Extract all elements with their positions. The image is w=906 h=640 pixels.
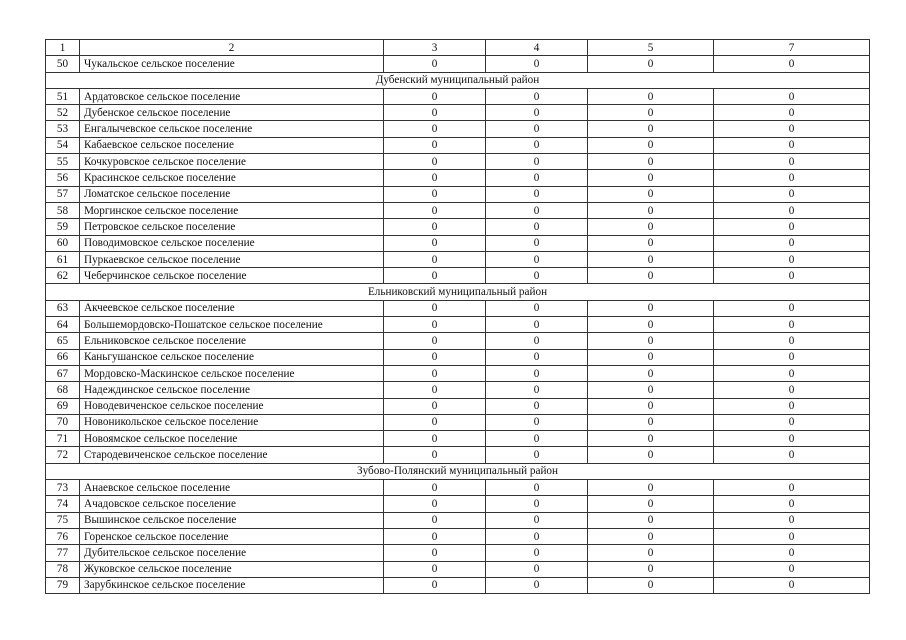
table-row xyxy=(46,219,870,235)
value-cell: 0 xyxy=(486,333,588,349)
value-cell: 0 xyxy=(384,512,486,528)
table-row xyxy=(46,496,870,512)
value-cell: 0 xyxy=(588,545,714,561)
value-cell: 0 xyxy=(714,121,870,137)
value-cell: 0 xyxy=(714,317,870,333)
value-cell: 0 xyxy=(384,480,486,496)
value-cell: 0 xyxy=(486,561,588,577)
settlement-name: Акчеевское сельское поселение xyxy=(80,300,384,316)
district-name: Зубово-Полянский муниципальный район xyxy=(46,463,870,479)
value-cell: 0 xyxy=(588,154,714,170)
value-cell: 0 xyxy=(588,121,714,137)
value-cell: 0 xyxy=(384,561,486,577)
settlement-name: Мордовско-Маскинское сельское поселение xyxy=(80,365,384,381)
row-number: 56 xyxy=(46,170,80,186)
value-cell: 0 xyxy=(384,414,486,430)
value-cell: 0 xyxy=(486,300,588,316)
settlement-name: Новодевиченское сельское поселение xyxy=(80,398,384,414)
value-cell: 0 xyxy=(588,447,714,463)
value-cell: 0 xyxy=(384,431,486,447)
value-cell: 0 xyxy=(588,480,714,496)
value-cell: 0 xyxy=(384,137,486,153)
value-cell: 0 xyxy=(588,202,714,218)
settlement-name: Новоямское сельское поселение xyxy=(80,431,384,447)
district-header-row xyxy=(46,284,870,300)
district-name: Ельниковский муниципальный район xyxy=(46,284,870,300)
row-number: 65 xyxy=(46,333,80,349)
row-number: 61 xyxy=(46,251,80,267)
settlement-name: Анаевское сельское поселение xyxy=(80,480,384,496)
value-cell: 0 xyxy=(714,512,870,528)
value-cell: 0 xyxy=(486,528,588,544)
column-number: 7 xyxy=(714,40,870,56)
settlement-name: Поводимовское сельское поселение xyxy=(80,235,384,251)
table-row xyxy=(46,300,870,316)
column-number-row xyxy=(46,40,870,56)
settlement-name: Вышинское сельское поселение xyxy=(80,512,384,528)
settlement-name: Кочкуровское сельское поселение xyxy=(80,154,384,170)
value-cell: 0 xyxy=(714,105,870,121)
value-cell: 0 xyxy=(714,398,870,414)
value-cell: 0 xyxy=(588,186,714,202)
table-row xyxy=(46,431,870,447)
settlement-name: Чеберчинское сельское поселение xyxy=(80,268,384,284)
value-cell: 0 xyxy=(714,577,870,593)
row-number: 55 xyxy=(46,154,80,170)
value-cell: 0 xyxy=(486,545,588,561)
value-cell: 0 xyxy=(384,88,486,104)
table-row xyxy=(46,137,870,153)
table-row xyxy=(46,349,870,365)
row-number: 78 xyxy=(46,561,80,577)
value-cell: 0 xyxy=(714,251,870,267)
value-cell: 0 xyxy=(384,202,486,218)
row-number: 69 xyxy=(46,398,80,414)
value-cell: 0 xyxy=(384,219,486,235)
value-cell: 0 xyxy=(714,447,870,463)
value-cell: 0 xyxy=(486,186,588,202)
value-cell: 0 xyxy=(384,447,486,463)
value-cell: 0 xyxy=(486,235,588,251)
row-number: 70 xyxy=(46,414,80,430)
value-cell: 0 xyxy=(486,317,588,333)
settlement-name: Пуркаевское сельское поселение xyxy=(80,251,384,267)
value-cell: 0 xyxy=(384,349,486,365)
settlement-name: Дубенское сельское поселение xyxy=(80,105,384,121)
table-row xyxy=(46,333,870,349)
column-number: 4 xyxy=(486,40,588,56)
document-page xyxy=(45,39,869,594)
table-row xyxy=(46,512,870,528)
value-cell: 0 xyxy=(714,496,870,512)
table-row xyxy=(46,528,870,544)
table-row xyxy=(46,88,870,104)
value-cell: 0 xyxy=(384,382,486,398)
value-cell: 0 xyxy=(588,268,714,284)
row-number: 52 xyxy=(46,105,80,121)
value-cell: 0 xyxy=(384,317,486,333)
table-row xyxy=(46,186,870,202)
value-cell: 0 xyxy=(588,528,714,544)
table-row xyxy=(46,105,870,121)
value-cell: 0 xyxy=(714,202,870,218)
column-number: 2 xyxy=(80,40,384,56)
district-name: Дубенский муниципальный район xyxy=(46,72,870,88)
value-cell: 0 xyxy=(588,88,714,104)
table-row xyxy=(46,545,870,561)
settlement-name: Каньгушанское сельское поселение xyxy=(80,349,384,365)
row-number: 77 xyxy=(46,545,80,561)
table-row xyxy=(46,170,870,186)
value-cell: 0 xyxy=(588,137,714,153)
value-cell: 0 xyxy=(384,235,486,251)
row-number: 68 xyxy=(46,382,80,398)
settlement-name: Дубительское сельское поселение xyxy=(80,545,384,561)
value-cell: 0 xyxy=(486,512,588,528)
row-number: 51 xyxy=(46,88,80,104)
table-row xyxy=(46,121,870,137)
settlements-table xyxy=(45,39,870,594)
value-cell: 0 xyxy=(588,561,714,577)
table-row xyxy=(46,154,870,170)
value-cell: 0 xyxy=(384,545,486,561)
value-cell: 0 xyxy=(714,154,870,170)
value-cell: 0 xyxy=(588,317,714,333)
value-cell: 0 xyxy=(384,577,486,593)
value-cell: 0 xyxy=(588,333,714,349)
value-cell: 0 xyxy=(384,56,486,72)
value-cell: 0 xyxy=(714,88,870,104)
value-cell: 0 xyxy=(588,105,714,121)
column-number: 3 xyxy=(384,40,486,56)
settlement-name: Кабаевское сельское поселение xyxy=(80,137,384,153)
value-cell: 0 xyxy=(486,365,588,381)
settlement-name: Ачадовское сельское поселение xyxy=(80,496,384,512)
row-number: 66 xyxy=(46,349,80,365)
value-cell: 0 xyxy=(384,105,486,121)
district-header-row xyxy=(46,463,870,479)
table-row xyxy=(46,317,870,333)
value-cell: 0 xyxy=(588,431,714,447)
table-row xyxy=(46,56,870,72)
value-cell: 0 xyxy=(714,219,870,235)
table-row xyxy=(46,365,870,381)
value-cell: 0 xyxy=(588,56,714,72)
table-row xyxy=(46,235,870,251)
value-cell: 0 xyxy=(588,251,714,267)
value-cell: 0 xyxy=(384,121,486,137)
value-cell: 0 xyxy=(588,512,714,528)
column-number: 5 xyxy=(588,40,714,56)
value-cell: 0 xyxy=(486,349,588,365)
value-cell: 0 xyxy=(486,398,588,414)
table-row xyxy=(46,251,870,267)
value-cell: 0 xyxy=(486,88,588,104)
table-row xyxy=(46,561,870,577)
row-number: 59 xyxy=(46,219,80,235)
value-cell: 0 xyxy=(486,414,588,430)
value-cell: 0 xyxy=(588,414,714,430)
value-cell: 0 xyxy=(486,496,588,512)
value-cell: 0 xyxy=(714,382,870,398)
value-cell: 0 xyxy=(588,577,714,593)
row-number: 71 xyxy=(46,431,80,447)
value-cell: 0 xyxy=(714,300,870,316)
settlement-name: Красинское сельское поселение xyxy=(80,170,384,186)
value-cell: 0 xyxy=(384,398,486,414)
value-cell: 0 xyxy=(714,480,870,496)
value-cell: 0 xyxy=(714,431,870,447)
row-number: 64 xyxy=(46,317,80,333)
value-cell: 0 xyxy=(486,154,588,170)
row-number: 67 xyxy=(46,365,80,381)
value-cell: 0 xyxy=(384,170,486,186)
value-cell: 0 xyxy=(384,333,486,349)
settlement-name: Петровское сельское поселение xyxy=(80,219,384,235)
settlement-name: Новоникольское сельское поселение xyxy=(80,414,384,430)
value-cell: 0 xyxy=(714,170,870,186)
table-row xyxy=(46,447,870,463)
value-cell: 0 xyxy=(384,268,486,284)
row-number: 75 xyxy=(46,512,80,528)
value-cell: 0 xyxy=(588,235,714,251)
value-cell: 0 xyxy=(486,219,588,235)
table-row xyxy=(46,382,870,398)
table-row xyxy=(46,398,870,414)
value-cell: 0 xyxy=(714,268,870,284)
value-cell: 0 xyxy=(486,577,588,593)
row-number: 57 xyxy=(46,186,80,202)
value-cell: 0 xyxy=(486,447,588,463)
settlement-name: Жуковское сельское поселение xyxy=(80,561,384,577)
value-cell: 0 xyxy=(486,480,588,496)
settlement-name: Ломатское сельское поселение xyxy=(80,186,384,202)
settlement-name: Ардатовское сельское поселение xyxy=(80,88,384,104)
settlement-name: Моргинское сельское поселение xyxy=(80,202,384,218)
value-cell: 0 xyxy=(384,251,486,267)
value-cell: 0 xyxy=(588,398,714,414)
value-cell: 0 xyxy=(486,121,588,137)
settlement-name: Надеждинское сельское поселение xyxy=(80,382,384,398)
value-cell: 0 xyxy=(486,202,588,218)
value-cell: 0 xyxy=(384,300,486,316)
settlement-name: Большемордовско-Пошатское сельское поселение xyxy=(80,317,384,333)
district-header-row xyxy=(46,72,870,88)
table-row xyxy=(46,577,870,593)
value-cell: 0 xyxy=(486,268,588,284)
value-cell: 0 xyxy=(714,186,870,202)
settlement-name: Енгалычевское сельское поселение xyxy=(80,121,384,137)
row-number: 53 xyxy=(46,121,80,137)
row-number: 60 xyxy=(46,235,80,251)
row-number: 63 xyxy=(46,300,80,316)
value-cell: 0 xyxy=(588,219,714,235)
table-row xyxy=(46,268,870,284)
value-cell: 0 xyxy=(384,186,486,202)
value-cell: 0 xyxy=(486,105,588,121)
value-cell: 0 xyxy=(486,382,588,398)
value-cell: 0 xyxy=(714,333,870,349)
row-number: 54 xyxy=(46,137,80,153)
table-row xyxy=(46,202,870,218)
settlement-name: Стародевиченское сельское поселение xyxy=(80,447,384,463)
value-cell: 0 xyxy=(588,365,714,381)
value-cell: 0 xyxy=(588,382,714,398)
value-cell: 0 xyxy=(714,137,870,153)
row-number: 79 xyxy=(46,577,80,593)
column-number: 1 xyxy=(46,40,80,56)
settlement-name: Ельниковское сельское поселение xyxy=(80,333,384,349)
value-cell: 0 xyxy=(384,496,486,512)
table-row xyxy=(46,480,870,496)
value-cell: 0 xyxy=(714,349,870,365)
value-cell: 0 xyxy=(714,528,870,544)
row-number: 73 xyxy=(46,480,80,496)
value-cell: 0 xyxy=(486,56,588,72)
value-cell: 0 xyxy=(714,56,870,72)
value-cell: 0 xyxy=(384,154,486,170)
settlement-name: Зарубкинское сельское поселение xyxy=(80,577,384,593)
value-cell: 0 xyxy=(486,137,588,153)
value-cell: 0 xyxy=(714,561,870,577)
value-cell: 0 xyxy=(714,365,870,381)
value-cell: 0 xyxy=(588,349,714,365)
settlement-name: Горенское сельское поселение xyxy=(80,528,384,544)
value-cell: 0 xyxy=(588,300,714,316)
value-cell: 0 xyxy=(486,170,588,186)
settlement-name: Чукальское сельское поселение xyxy=(80,56,384,72)
row-number: 62 xyxy=(46,268,80,284)
table-row xyxy=(46,414,870,430)
value-cell: 0 xyxy=(384,528,486,544)
value-cell: 0 xyxy=(588,170,714,186)
value-cell: 0 xyxy=(486,431,588,447)
row-number: 50 xyxy=(46,56,80,72)
value-cell: 0 xyxy=(714,414,870,430)
row-number: 74 xyxy=(46,496,80,512)
row-number: 76 xyxy=(46,528,80,544)
value-cell: 0 xyxy=(486,251,588,267)
row-number: 72 xyxy=(46,447,80,463)
value-cell: 0 xyxy=(384,365,486,381)
value-cell: 0 xyxy=(588,496,714,512)
value-cell: 0 xyxy=(714,545,870,561)
value-cell: 0 xyxy=(714,235,870,251)
row-number: 58 xyxy=(46,202,80,218)
